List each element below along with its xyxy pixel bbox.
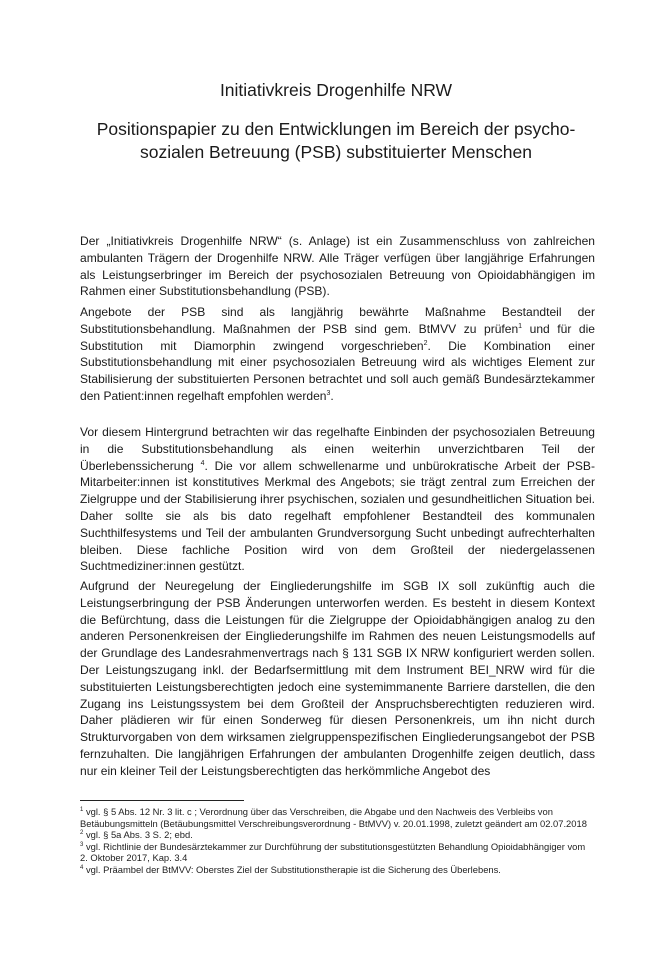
paragraph-text: und für die Substitution mit Diamorphin zwingend vorgeschrieben (80, 321, 595, 353)
footnote-text: vgl. § 5a Abs. 3 S. 2; ebd. (83, 829, 193, 840)
footnote-3 (80, 841, 595, 864)
footnote-divider (80, 800, 244, 801)
footnote-ref-3[interactable]: 3 (326, 389, 331, 397)
organization-title: Initiativkreis Drogenhilfe NRW (219, 80, 453, 100)
footnote-number: 3 (80, 841, 84, 848)
footnote-2 (80, 829, 595, 841)
footnote-text: vgl. Präambel der BtMVV: Oberstes Ziel der Substitutionstherapie ist die Sicherung des Überlebens. (83, 863, 501, 875)
paragraph-intro: Der „Initiativkreis Drogenhilfe NRW“ (s. Anlage) ist ein Zusammenschluss von zahlreichen ambulanten Trägern der Drogenhilfe NRW. Alle Träger verfügen über langjährige Erfahrungen als Leistungserbringer im Bereich der psychosozialen Betreuung von Opioidabhängigen im Rahmen einer Substitutionsbehandlung (PSB). (80, 234, 595, 299)
footnote-ref-1[interactable]: 1 (518, 322, 523, 330)
footnote-1 (80, 806, 595, 829)
paragraph-text: Vor diesem Hintergrund betrachten wir das regelhafte Einbinden der psychosozialen Betreuung in die Substitutionsbehandlung als einen weiterhin unverzichtbaren Teil der Überlebenssicherung (80, 425, 595, 473)
footnote-text: vgl. § 5 Abs. 12 Nr. 3 lit. c ; Verordnung über das Verschreiben, die Abgabe und den Nachweis des Verbleibs von Betäubungsmitteln (Betäubungsmittel Verschreibungsverordnung - BtMVV) v. 20.01.1998, zuletzt geändert am 02.07.2018 (80, 806, 587, 829)
paragraph-background (80, 424, 595, 575)
footnote-ref-2[interactable]: 2 (423, 339, 428, 347)
footnotes-section (80, 806, 595, 875)
paragraph-psb-offers (80, 304, 595, 405)
paragraph-text: Angebote der PSB sind als langjährig bewährte Maßnahme Bestandteil der Substitutionsbehandlung. Maßnahmen der PSB sind gem. BtMVV zu prüfen (80, 305, 595, 336)
footnote-4 (80, 864, 595, 876)
footnote-number: 4 (80, 864, 84, 871)
footnote-ref-4[interactable]: 4 (200, 459, 205, 467)
paragraph-text: . Die Kombination einer Substitutionsbehandlung mit einer psychosozialen Betreuung wird als wichtiges Element zur Stabilisierung der substituierten Personen betrachtet und soll auch gemäß Bundesärztekammer den Patient:innen regelhaft empfohlen werden (80, 338, 595, 403)
paragraph-reform: Aufgrund der Neuregelung der Eingliederungshilfe im SGB IX soll zukünftig auch die Leistungserbringung der PSB Änderungen unterworfen werden. Es besteht in diesem Kontext die Befürchtung, dass die Leistungen für die Zielgruppe der Opioidabhängigen analog zu den anderen Personenkreisen der Eingliederungshilfe im Rahmen des neuen Leistungsmodells auf der Grundlage des Landesrahmenvertrags nach § 131 SGB IX NRW konfiguriert werden sollen. Der Leistungszugang inkl. der Bedarfsermittlung mit dem Instrument BEI_NRW wird für die substituierten Leistungsberechtigten jedoch eine systemimmanente Barriere darstellen, die den Zugang ins Leistungssystem bei dem Großteil der Anspruchsberechtigten reduzieren wird. Daher plädieren wir für einen Sonderweg für diesen Personenkreis, um ihn nicht durch Strukturvorgaben von dem wirksamen zielgruppenspezifischen Eingliederungsangebot der PSB fernzuhalten. Die langjährigen Erfahrungen der ambulanten Drogenhilfe zeigen deutlich, dass nur ein kleiner Teil der Leistungsberechtigten das herkömmliche Angebot des (80, 579, 595, 778)
footnote-text: vgl. Richtlinie der Bundesärztekammer zur Durchführung der substitutionsgestützten Behandlung Opioidabhängiger vom 2. Oktober 2017, Kap. 3.4 (80, 840, 586, 863)
footnote-number: 1 (80, 806, 84, 813)
paragraph-text: . (330, 388, 334, 403)
paragraph-text: . Die vor allem schwellenarme und unbürokratische Arbeit der PSB-Mitarbeiter:innen ist konstitutives Merkmal des Angebots; sie trägt zentral zum Erreichen der Zielgruppe und der Stabilisierung ihrer psychischen, sozialen und gesundheitlichen Situation bei. Daher sollte sie als bis dato regelhaft empfohlener Bestandteil des kommunalen Suchthilfesystems und Teil der ambulanten Grundversorgung Sucht unbedingt aufrechterhalten bleiben. Diese fachliche Position wird von dem Großteil der niedergelassenen Suchtmediziner:innen gestützt. (80, 458, 595, 574)
footnote-number: 2 (80, 829, 84, 836)
document-title: Positionspapier zu den Entwicklungen im Bereich der psycho-sozialen Betreuung (PSB) substituierter Menschen (96, 119, 576, 162)
